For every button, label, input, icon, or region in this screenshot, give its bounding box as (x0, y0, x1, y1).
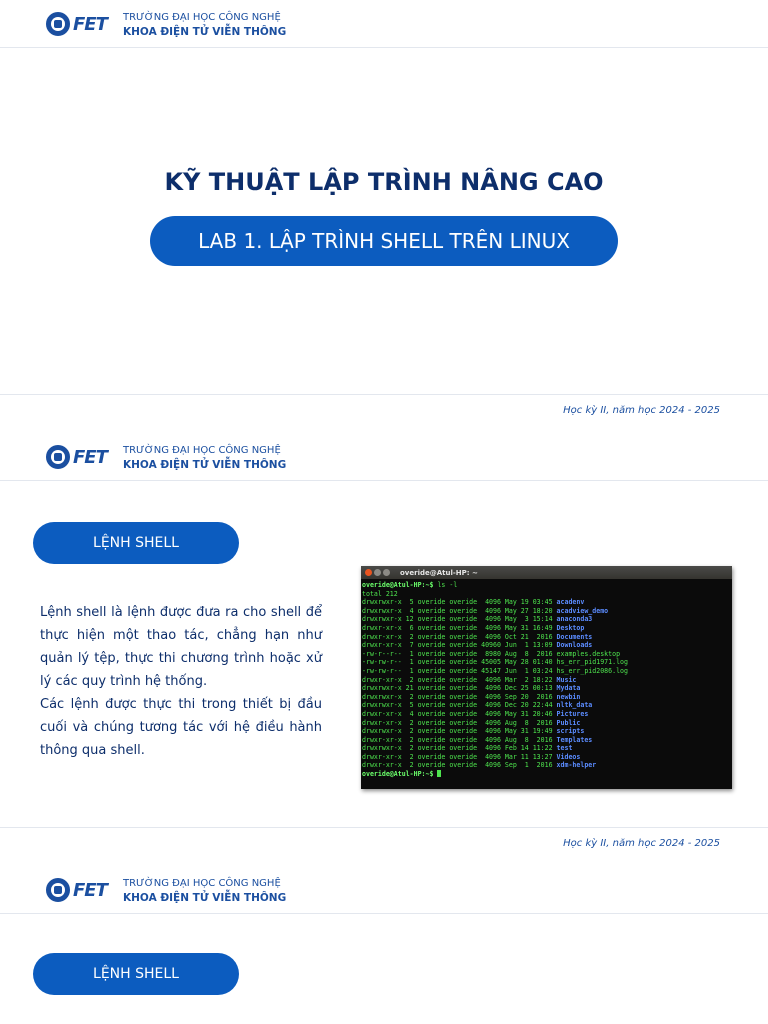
slide-header (0, 433, 768, 481)
logo-emblem-icon (46, 445, 70, 469)
faculty-name: KHOA ĐIỆN TỬ VIỄN THÔNG (123, 892, 287, 904)
section-pill-shell: LỆNH SHELL (33, 522, 239, 564)
terminal-titlebar (361, 566, 732, 579)
terminal-listing-row: -rw-rw-r-- 1 overide overide 45147 Jun 1 03:24 hs_err_pid2086.log (362, 666, 628, 675)
slide-header (0, 0, 768, 48)
terminal-listing-row: drwxrwxr-x 2 overide overide 4096 Feb 14 11:22 test (362, 744, 573, 753)
terminal-listing-row: drwxr-xr-x 2 overide overide 4096 Sep 1 2016 xdm-helper (362, 761, 597, 770)
terminal-listing-row: drwxrwxr-x 2 overide overide 4096 Sep 20 2016 newbin (362, 692, 581, 701)
terminal-listing-row: drwxr-xr-x 7 overide overide 40960 Jun 1 13:09 Downloads (362, 641, 593, 650)
slide-footer (0, 827, 768, 865)
terminal-listing-row: drwxrwxr-x 5 overide overide 4096 Dec 20 22:44 nltk_data (362, 701, 593, 710)
terminal-listing-row: drwxr-xr-x 2 overide overide 4096 Mar 2 18:22 Music (362, 675, 577, 684)
course-title: KỸ THUẬT LẬP TRÌNH NÂNG CAO (164, 168, 604, 196)
terminal-command-line: overide@Atul-HP:~$ ls -l (362, 581, 458, 589)
section-pill-shell-2: LỆNH SHELL (33, 953, 239, 995)
terminal-cursor (437, 770, 441, 777)
university-name: TRƯỜNG ĐẠI HỌC CÔNG NGHỆ (123, 445, 281, 456)
terminal-title: overide@Atul-HP: ~ (400, 568, 478, 577)
terminal-listing-row: -rw-rw-r-- 1 overide overide 45005 May 28 01:40 hs_err_pid1971.log (362, 658, 628, 667)
terminal-listing-row: drwxrwxr-x 12 overide overide 4096 May 3 15:14 anaconda3 (362, 615, 593, 624)
terminal-listing-row: drwxr-xr-x 2 overide overide 4096 Mar 11 13:27 Videos (362, 752, 581, 761)
terminal-listing-row: drwxr-xr-x 4 overide overide 4096 May 31 20:46 Pictures (362, 709, 589, 718)
university-name: TRƯỜNG ĐẠI HỌC CÔNG NGHỆ (123, 878, 281, 889)
shell-description (40, 601, 322, 762)
terminal-listing-row: drwxrwxr-x 5 overide overide 4096 May 19 03:45 acadenv (362, 598, 585, 607)
org-name (123, 877, 286, 906)
terminal-output (361, 579, 732, 779)
logo-text: FET (73, 13, 107, 35)
logo-emblem-icon (46, 12, 70, 36)
faculty-name: KHOA ĐIỆN TỬ VIỄN THÔNG (123, 26, 287, 38)
semester-text: Học kỳ II, năm học 2024 - 2025 (563, 838, 720, 849)
logo-text: FET (73, 879, 107, 901)
minimize-dot-icon (374, 569, 381, 576)
terminal-listing-row: drwxr-xr-x 2 overide overide 4096 Aug 8 2016 Public (362, 718, 581, 727)
terminal-listing-row: drwxrwxr-x 4 overide overide 4096 May 27 18:20 acadview_demo (362, 606, 609, 615)
terminal-screenshot (361, 566, 732, 789)
slide-3 (0, 866, 768, 1024)
slide-header (0, 866, 768, 914)
semester-text: Học kỳ II, năm học 2024 - 2025 (563, 405, 720, 416)
terminal-listing-row: drwxr-xr-x 2 overide overide 4096 Aug 8 2016 Templates (362, 735, 593, 744)
close-dot-icon (365, 569, 372, 576)
description-paragraph: Các lệnh được thực thi trong thiết bị đầu cuối và chúng tương tác với hệ điều hành thông qua shell. (40, 697, 322, 758)
org-name (123, 11, 286, 40)
maximize-dot-icon (383, 569, 390, 576)
terminal-listing-row: drwxr-xr-x 2 overide overide 4096 Oct 21 2016 Documents (362, 632, 593, 641)
university-name: TRƯỜNG ĐẠI HỌC CÔNG NGHỆ (123, 12, 281, 23)
faculty-name: KHOA ĐIỆN TỬ VIỄN THÔNG (123, 459, 287, 471)
slide-footer (0, 394, 768, 432)
terminal-listing-row: drwxrwxr-x 2 overide overide 4096 May 31 19:49 scripts (362, 727, 585, 736)
org-name (123, 444, 286, 473)
lab-title-pill: LAB 1. LẬP TRÌNH SHELL TRÊN LINUX (150, 216, 618, 266)
terminal-listing-row: drwxrwxr-x 21 overide overide 4096 Dec 25 00:13 Mydata (362, 684, 581, 693)
description-paragraph: Lệnh shell là lệnh được đưa ra cho shell để thực hiện một thao tác, chẳng hạn như quản lý tệp, thực thi chương trình hoặc xử lý các quy trình hệ thống. (40, 605, 322, 689)
logo-emblem-icon (46, 878, 70, 902)
terminal-listing-row: -rw-r--r-- 1 overide overide 8980 Aug 8 2016 examples.desktop (362, 649, 621, 658)
fet-logo (46, 12, 107, 36)
slide-1 (0, 0, 768, 432)
fet-logo (46, 445, 107, 469)
terminal-total-line: total 212 (362, 589, 398, 598)
fet-logo (46, 878, 107, 902)
terminal-prompt-line: overide@Atul-HP:~$ (362, 770, 732, 779)
terminal-listing-row: drwxr-xr-x 6 overide overide 4096 May 31 16:49 Desktop (362, 623, 585, 632)
logo-text: FET (73, 446, 107, 468)
